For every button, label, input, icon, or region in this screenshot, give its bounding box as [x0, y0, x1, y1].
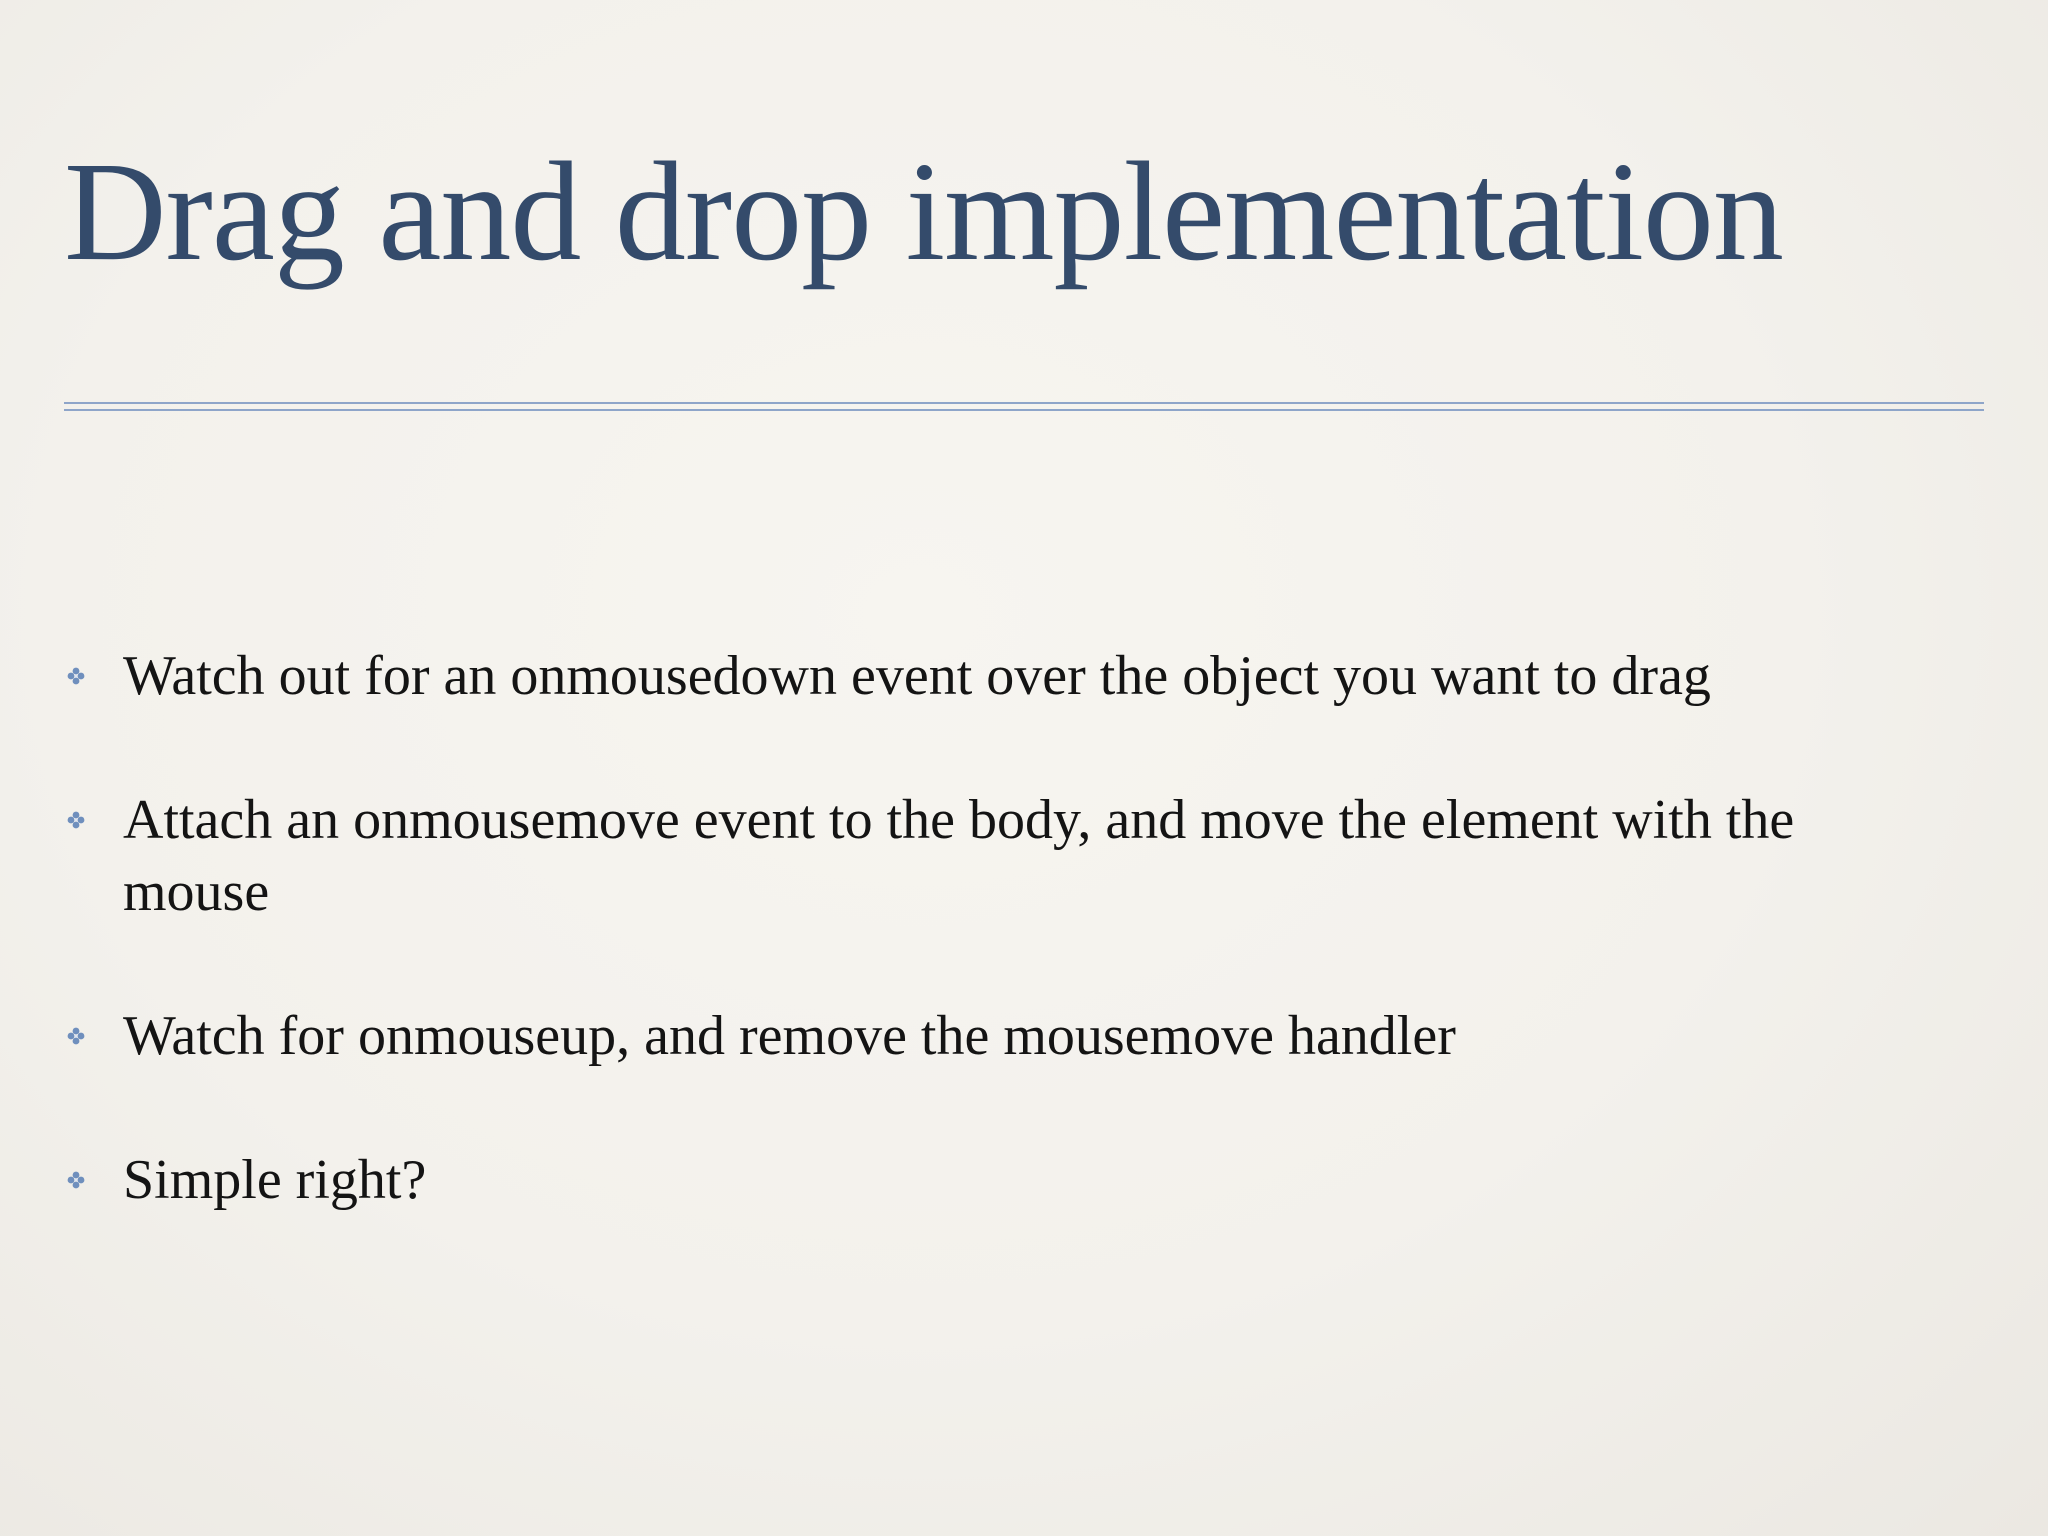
- title-divider: [64, 402, 1984, 411]
- list-item: [64, 1144, 1944, 1216]
- bullet-text: Watch for onmouseup, and remove the mousemove handler: [123, 1005, 1456, 1067]
- four-petal-flower-icon: [64, 1000, 88, 1072]
- bullet-text: Watch out for an onmousedown event over the object you want to drag: [123, 645, 1711, 707]
- list-item: [64, 1000, 1944, 1072]
- bullet-text: Attach an onmousemove event to the body, and move the element with the mouse: [123, 789, 1795, 923]
- list-item: [64, 784, 1944, 928]
- list-item: [64, 640, 1944, 712]
- four-petal-flower-icon: [64, 1144, 88, 1216]
- slide-title: Drag and drop implementation: [64, 132, 1783, 290]
- four-petal-flower-icon: [64, 640, 88, 712]
- bullet-text: Simple right?: [123, 1149, 427, 1211]
- bullet-list: [64, 640, 1944, 1216]
- four-petal-flower-icon: [64, 784, 88, 856]
